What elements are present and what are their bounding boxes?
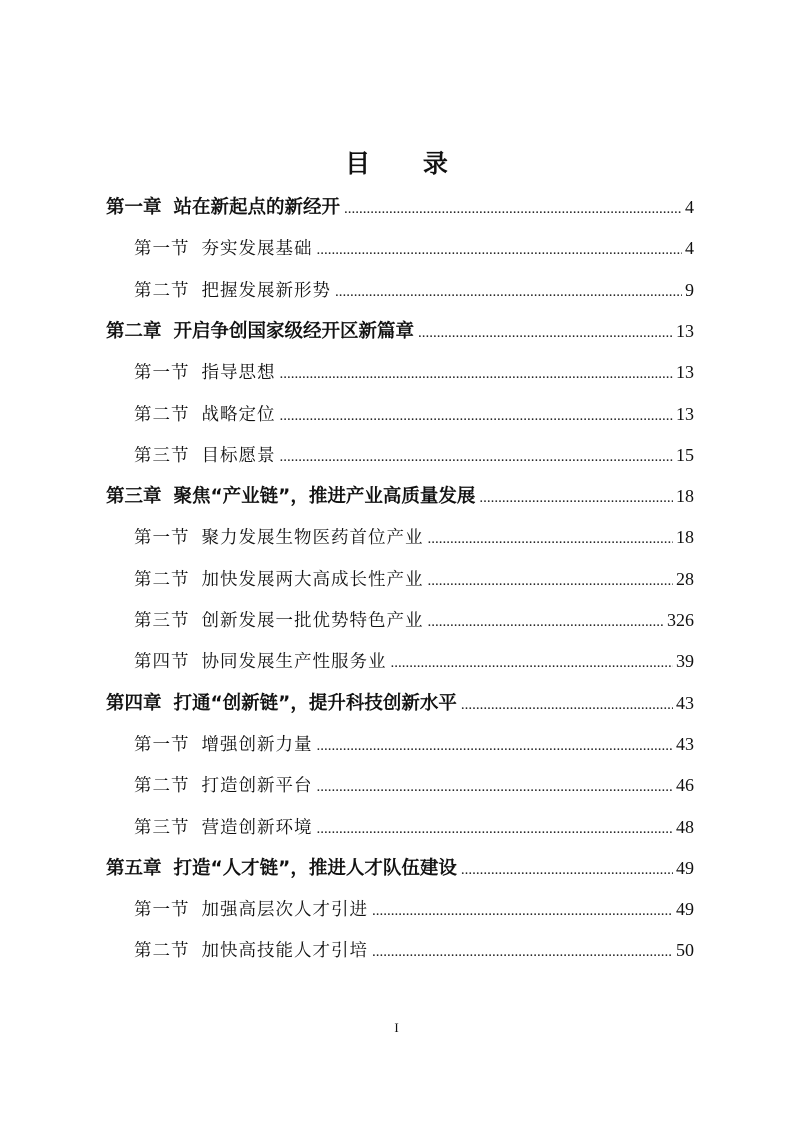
toc-entry-page-number: 13 <box>676 362 694 383</box>
toc-entry-number: 第一节 <box>134 239 190 260</box>
toc-entry-page-number: 18 <box>676 527 694 548</box>
toc-entry-title: 指导思想 <box>201 363 276 384</box>
toc-entry-page-number: 326 <box>667 610 694 630</box>
toc-entry-label <box>134 523 424 553</box>
toc-entry-title: 打造“人才链”，推进人才队伍建设 <box>173 857 457 879</box>
toc-entry-title: 加强高层次人才引进 <box>201 900 368 921</box>
toc-entry-title: 加快高技能人才引培 <box>201 941 368 962</box>
toc-entry-label <box>134 936 368 966</box>
toc-entry-label <box>106 482 475 512</box>
toc-entry-title: 站在新起点的新经开 <box>173 197 341 218</box>
dot-leader <box>391 648 674 678</box>
toc-chapter-entry[interactable] <box>106 481 694 511</box>
toc-section-entry[interactable] <box>134 564 694 594</box>
dot-leader <box>317 235 683 265</box>
dot-leader <box>428 524 674 554</box>
toc-entry-page-number: 4 <box>685 197 694 217</box>
toc-entry-page-number: 13 <box>676 403 694 424</box>
toc-entry-label <box>106 689 457 719</box>
dot-leader <box>418 318 673 348</box>
toc-section-entry[interactable] <box>134 275 694 305</box>
toc-section-entry[interactable] <box>134 935 694 965</box>
page-number: I <box>394 1020 399 1035</box>
toc-entry-number: 第一节 <box>134 363 190 384</box>
toc-entry-label <box>134 276 331 306</box>
toc-chapter-entry[interactable] <box>106 688 694 718</box>
toc-entry-page-number: 43 <box>676 733 694 754</box>
toc-section-entry[interactable] <box>134 770 694 800</box>
toc-entry-number: 第二章 <box>106 320 162 342</box>
toc-entry-page-number: 13 <box>676 320 694 341</box>
toc-entry-label <box>134 647 387 677</box>
toc-entry-label <box>134 606 424 636</box>
toc-entry-number: 第一章 <box>106 197 162 218</box>
toc-entry-title: 打通“创新链”，提升科技创新水平 <box>173 692 457 714</box>
toc-entry-title: 把握发展新形势 <box>201 280 331 301</box>
toc-chapter-entry[interactable] <box>106 853 694 883</box>
toc-entry-number: 第一节 <box>134 900 190 921</box>
toc-section-entry[interactable] <box>134 605 694 635</box>
toc-entry-title: 营造创新环境 <box>201 817 313 838</box>
dot-leader <box>461 690 673 720</box>
toc-entry-title: 目标愿景 <box>201 445 276 466</box>
page-title: 目 录 <box>345 149 470 178</box>
toc-entry-title: 夯实发展基础 <box>201 239 313 260</box>
toc-entry-label <box>106 193 340 223</box>
toc-entry-number: 第二节 <box>134 941 190 962</box>
toc-section-entry[interactable] <box>134 729 694 759</box>
toc-chapter-entry[interactable] <box>106 192 694 222</box>
toc-entry-title: 增强创新力量 <box>201 734 313 755</box>
toc-section-entry[interactable] <box>134 399 694 429</box>
toc-section-entry[interactable] <box>134 894 694 924</box>
toc-section-entry[interactable] <box>134 522 694 552</box>
toc-entry-label <box>106 854 457 884</box>
dot-leader <box>461 855 673 885</box>
toc-entry-number: 第二节 <box>134 776 190 797</box>
toc-entry-title: 战略定位 <box>201 404 276 425</box>
dot-leader <box>479 483 673 513</box>
toc-entry-label <box>134 895 368 925</box>
dot-leader <box>280 442 674 472</box>
dot-leader <box>428 607 665 637</box>
toc-entry-title: 聚力发展生物医药首位产业 <box>201 528 424 549</box>
toc-entry-page-number: 4 <box>685 238 694 259</box>
toc-section-entry[interactable] <box>134 440 694 470</box>
dot-leader <box>280 359 674 389</box>
toc-entry-page-number: 48 <box>676 816 694 837</box>
toc-entry-page-number: 39 <box>676 651 694 672</box>
toc-chapter-entry[interactable] <box>106 316 694 346</box>
toc-entry-number: 第二节 <box>134 404 190 425</box>
toc-entry-label <box>106 317 414 347</box>
toc-entry-number: 第一节 <box>134 734 190 755</box>
toc-entry-page-number: 49 <box>676 899 694 920</box>
toc-entry-title: 开启争创国家级经开区新篇章 <box>173 320 415 342</box>
toc-section-entry[interactable] <box>134 812 694 842</box>
dot-leader <box>317 814 674 844</box>
toc-entry-page-number: 15 <box>676 444 694 465</box>
dot-leader <box>317 731 674 761</box>
dot-leader <box>372 937 673 967</box>
dot-leader <box>372 896 673 926</box>
toc-entry-number: 第三节 <box>134 817 190 838</box>
dot-leader <box>344 194 682 224</box>
toc-entry-number: 第三节 <box>134 611 190 631</box>
toc-entry-page-number: 43 <box>676 692 694 713</box>
dot-leader <box>317 772 674 802</box>
toc-section-entry[interactable] <box>134 233 694 263</box>
toc-entry-label <box>134 565 424 595</box>
toc-entry-title: 聚焦“产业链”，推进产业高质量发展 <box>173 486 476 508</box>
toc-entry-page-number: 50 <box>676 940 694 961</box>
toc-entry-number: 第三章 <box>106 486 162 508</box>
toc-entry-title: 协同发展生产性服务业 <box>201 652 387 673</box>
toc-entry-number: 第一节 <box>134 528 190 549</box>
toc-entry-label <box>134 441 276 471</box>
dot-leader <box>428 566 674 596</box>
toc-section-entry[interactable] <box>134 357 694 387</box>
toc-entry-number: 第四节 <box>134 652 190 673</box>
toc-entry-label <box>134 813 313 843</box>
toc-entry-number: 第二节 <box>134 569 190 590</box>
toc-entry-page-number: 49 <box>676 857 694 878</box>
toc-entry-page-number: 28 <box>676 568 694 589</box>
toc-entry-number: 第五章 <box>106 857 162 879</box>
dot-leader <box>335 277 682 307</box>
toc-section-entry[interactable] <box>134 646 694 676</box>
toc-entry-label <box>134 358 276 388</box>
dot-leader <box>280 401 674 431</box>
toc-entry-title: 创新发展一批优势特色产业 <box>201 611 424 631</box>
toc-entry-label <box>134 234 313 264</box>
toc-entry-label <box>134 400 276 430</box>
toc-entry-title: 打造创新平台 <box>201 776 313 797</box>
toc-entry-page-number: 18 <box>676 486 694 507</box>
toc-entry-page-number: 9 <box>685 279 694 300</box>
toc-entry-label <box>134 730 313 760</box>
toc-entry-number: 第三节 <box>134 445 190 466</box>
toc-entry-label <box>134 771 313 801</box>
toc-entry-number: 第二节 <box>134 280 190 301</box>
toc-entry-title: 加快发展两大高成长性产业 <box>201 569 424 590</box>
toc-entry-number: 第四章 <box>106 692 162 714</box>
toc-entry-page-number: 46 <box>676 775 694 796</box>
